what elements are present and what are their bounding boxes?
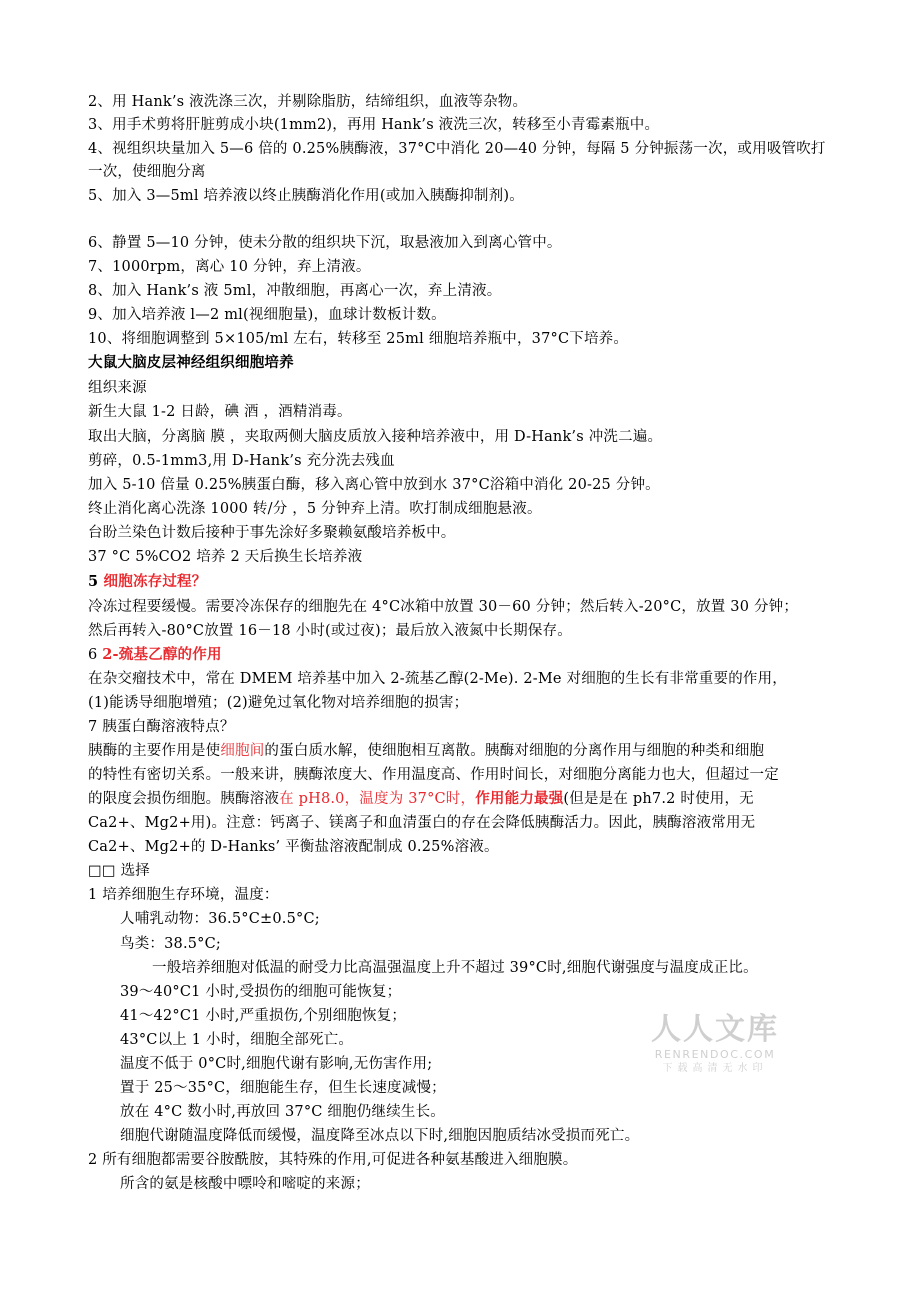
rat-step-4: 加入 5-10 倍量 0.25%胰蛋白酶，移入离心管中放到水 37°C浴箱中消化 20-25 分钟。 <box>88 477 660 493</box>
trypsin-text-1a: 胰酶的主要作用是使 <box>88 743 221 759</box>
trypsin-text-3c: 作用能力最强 <box>475 790 564 807</box>
trypsin-text-5: Ca2+、Mg2+的 D-Hanks’ 平衡盐溶液配制成 0.25%溶液。 <box>88 839 499 855</box>
freeze-heading <box>88 573 206 591</box>
step-6: 6、静置 5—10 分钟，使未分散的组织块下沉，取悬液加入到离心管中。 <box>88 235 562 251</box>
me-heading-title: 2-巯基乙醇的作用 <box>102 646 222 663</box>
rat-step-6: 台盼兰染色计数后接种于事先涂好多聚赖氨酸培养板中。 <box>88 525 456 541</box>
trypsin-text-3d: (但是是在 ph7.2 时使用，无 <box>563 791 754 807</box>
temp-43: 43°C以上 1 小时，细胞全部死亡。 <box>120 1032 354 1048</box>
temp-freeze: 细胞代谢随温度降低而缓慢，温度降至冰点以下时,细胞因胞质结冰受损而死亡。 <box>120 1128 640 1144</box>
rat-step-2: 取出大脑，分离脑 膜 ，夹取两侧大脑皮质放入接种培养液中，用 D-Hank’s 冲洗二遍。 <box>88 429 663 445</box>
tissue-source-heading: 组织来源 <box>88 380 147 396</box>
temp-bird: 鸟类：38.5°C; <box>120 936 222 952</box>
watermark-url: RENRENDOC.COM <box>654 1048 776 1061</box>
step-2: 2、用 Hank’s 液洗涤三次，并剔除脂肪，结缔组织，血液等杂物。 <box>88 94 528 110</box>
step-4-cont: 一次，使细胞分离 <box>88 164 206 180</box>
mercaptoethanol-heading <box>88 646 222 664</box>
watermark-title: 人人文库 <box>651 1012 779 1047</box>
temp-39-40: 39～40°C1 小时,受损伤的细胞可能恢复； <box>120 984 402 1000</box>
temp-4: 放在 4°C 数小时,再放回 37°C 细胞仍继续生长。 <box>120 1104 446 1120</box>
rat-step-3: 剪碎，0.5-1mm3,用 D-Hank’s 充分洗去残血 <box>88 453 395 469</box>
me-text-1: 在杂交瘤技术中，常在 DMEM 培养基中加入 2-巯基乙醇(2-Me). 2-Me 对细胞的生长有非常重要的作用， <box>88 671 787 687</box>
freeze-heading-title: 细胞冻存过程？ <box>103 573 207 590</box>
step-7: 7、1000rpm，离心 10 分钟，弃上清液。 <box>88 259 371 275</box>
freeze-text-2: 然后再转入-80°C放置 16－18 小时(或过夜)；最后放入液氮中长期保存。 <box>88 623 572 639</box>
step-4: 4、视组织块量加入 5—6 倍的 0.25%胰酶液，37°C中消化 20—40 分钟，每隔 5 分钟振荡一次，或用吸管吹打 <box>88 141 826 157</box>
select-heading: □□ 选择 <box>88 863 151 879</box>
step-10: 10、将细胞调整到 5×105/ml 左右，转移至 25ml 细胞培养瓶中，37°C下培养。 <box>88 331 629 347</box>
trypsin-text-3a: 的限度会损伤细胞。胰酶溶液 <box>88 791 280 807</box>
section-title-rat-cortex: 大鼠大脑皮层神经组织细胞培养 <box>88 354 294 371</box>
temp-25-35: 置于 25～35°C，细胞能生存，但生长速度减慢； <box>120 1080 446 1096</box>
trypsin-text-1 <box>88 742 764 760</box>
glutamine-text: 所含的氨是核酸中嘌呤和嘧啶的来源； <box>120 1176 370 1192</box>
trypsin-text-3b: 在 pH8.0，温度为 37°C时， <box>279 791 476 807</box>
trypsin-text-4: Ca2+、Mg2+用)。注意：钙离子、镁离子和血清蛋白的存在会降低胰酶活力。因此，胰酶溶液常用无 <box>88 815 756 831</box>
trypsin-text-1c: 的蛋白质水解，使细胞相互离散。胰酶对细胞的分离作用与细胞的种类和细胞 <box>264 743 765 759</box>
rat-step-5: 终止消化离心洗涤 1000 转/分 ，5 分钟弃上清。吹打制成细胞悬液。 <box>88 501 542 517</box>
glutamine-heading: 2 所有细胞都需要谷胺酰胺，其特殊的作用,可促进各种氨基酸进入细胞膜。 <box>88 1152 578 1168</box>
temp-41-42: 41～42°C1 小时,严重损伤,个别细胞恢复； <box>120 1008 407 1024</box>
temp-heading: 1 培养细胞生存环境，温度： <box>88 887 279 903</box>
rat-step-1: 新生大鼠 1-2 日龄，碘 酒 ，酒精消毒。 <box>88 404 352 420</box>
me-text-2: (1)能诱导细胞增殖；(2)避免过氧化物对培养细胞的损害； <box>88 695 469 711</box>
rat-step-7: 37 °C 5%CO2 培养 2 天后换生长培养液 <box>88 549 363 565</box>
trypsin-text-1b: 细胞间 <box>220 743 265 759</box>
temp-0: 温度不低于 0°C时,细胞代谢有影响,无伤害作用; <box>120 1056 433 1072</box>
temp-mammal: 人哺乳动物：36.5°C±0.5°C; <box>120 911 320 927</box>
watermark-subtitle: 下载高清无水印 <box>662 1063 768 1074</box>
step-5: 5、加入 3—5ml 培养液以终止胰酶消化作用(或加入胰酶抑制剂)。 <box>88 188 524 204</box>
trypsin-text-3 <box>88 790 754 808</box>
trypsin-heading: 7 胰蛋白酶溶液特点？ <box>88 719 235 735</box>
freeze-text-1: 冷冻过程要缓慢。需要冷冻保存的细胞先在 4°C冰箱中放置 30－60 分钟；然后转入-20°C，放置 30 分钟； <box>88 599 799 615</box>
step-3: 3、用手术剪将肝脏剪成小块(1mm2)，再用 Hank’s 液洗三次，转移至小青霉素瓶中。 <box>88 117 660 133</box>
trypsin-text-2: 的特性有密切关系。一般来讲，胰酶浓度大、作用温度高、作用时间长，对细胞分离能力也大，但超过一定 <box>88 767 779 783</box>
temp-tolerance: 一般培养细胞对低温的耐受力比高温强温度上升不超过 39°C时,细胞代谢强度与温度成正比。 <box>152 960 758 976</box>
step-9: 9、加入培养液 l—2 ml(视细胞量)，血球计数板计数。 <box>88 307 446 323</box>
watermark-logo <box>640 1012 790 1076</box>
step-8: 8、加入 Hank’s 液 5ml，冲散细胞，再离心一次，弃上清液。 <box>88 283 502 299</box>
freeze-heading-number: 5 <box>88 573 104 590</box>
me-heading-number: 6 <box>88 647 103 663</box>
